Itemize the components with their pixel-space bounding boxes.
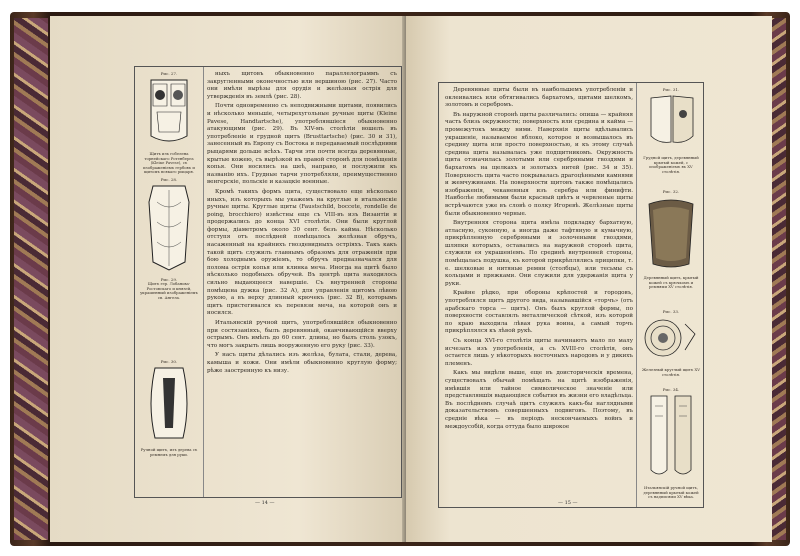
marbled-edge-right (770, 18, 786, 540)
figure-caption: Грудной щитъ, деревянный крытый кожей, с изображеніемъ въ XV столѣтія. (643, 155, 699, 174)
paragraph: Итальянскій ручной щитъ, употреблявшійся обыкновенно при состязаніяхъ, былъ деревянный, оканчивающійся вверху острымъ. Онъ имѣлъ до 60 сент. длины, но былъ столь узокъ, что могъ закрыть лишь вооруженную его руку (рис. 33). (207, 320, 397, 349)
figure-label: Рис. 29. (160, 277, 178, 282)
paragraph: ныхъ щитовъ обыкновенно параллелограммъ съ закругленными оконечностью или вершиною (рис. 27). Часто они имѣли вырѣзы для орудія и желѣзныя острія для утвержденія въ землѣ (рис. 28). (207, 71, 397, 100)
right-page-frame (438, 82, 704, 508)
figure-32 (641, 189, 701, 290)
figure-label: Рис. 32. (662, 189, 680, 194)
shield-illustration (139, 76, 199, 148)
right-figure-column (636, 83, 703, 507)
left-page-frame (134, 66, 402, 498)
paragraph: Деревянные щиты были въ наибольшемъ употребленіи и оклеивались или обтягивались бархатомъ, щитами шелкомъ, золотомъ и серебромъ. (445, 87, 633, 109)
shield-illustration (641, 194, 701, 272)
shield-illustration (641, 392, 701, 482)
figure-28 (139, 177, 199, 276)
figure-34 (641, 387, 701, 500)
right-text-column (445, 87, 633, 433)
figure-label: Рис. 30. (160, 359, 178, 364)
page-number: — 14 — (255, 500, 275, 506)
paragraph: У насъ щиты дѣлались изъ желѣза, булата, стали, дерева, камыша и кожи. Они имѣли обыкновенно круглую форму; рѣже заостренную къ низу. (207, 352, 397, 374)
marbled-endpaper-left (14, 18, 48, 540)
figure-label: Рис. 28. (160, 177, 178, 182)
page-number: — 15 — (558, 500, 578, 506)
figure-33 (641, 309, 701, 377)
figure-label: Рис. 31. (662, 87, 680, 92)
left-page (50, 16, 406, 542)
paragraph: Внутренняя сторона щита имѣла подкладку бархатную, атласную, суконную, а иногда даже тафтяную и кумачную, прикрѣпленную серебряными и золочеными гвоздями, шляпки которыхъ, оставались на наружной сторонѣ щита, служили ея украшеніемъ. По срединѣ внутренней стороны, помѣщалась подушка, къ которой прикрѣплялись приципки, т. е. шелковые и нитяные ремни (столбцы), или тесьмы съ кольцами и пряжками. Они служили для удержанія щита у руки. (445, 220, 633, 287)
figure-31 (641, 87, 701, 174)
figure-caption: Деревянный щитъ, крытый кожей съ крючкомъ и ремнями XV столѣтія. (643, 275, 699, 290)
figure-label: Рис. 34. (662, 387, 680, 392)
figure-caption: Железный круглый щитъ XV столѣтія. (642, 367, 700, 377)
paragraph: Съ конца XVI-го столѣтія щиты начинаютъ мало по малу исчезать изъ употребленія, а съ XVIII-го столѣтія, онъ остается лишь у нѣкоторыхъ восточныхъ народовъ и у дикихъ племенъ. (445, 338, 633, 367)
figure-label: Рис. 27. (160, 71, 178, 76)
paragraph: Въ наружной сторонѣ щиты различались: опиша — крайняя часть близь окружности; поверхность или средина и кайма — промежутокъ между ними. Наверхнія щиты вдѣлывались украшеніе, называемое яблоко, которое и возвышалось въ средину щита или просто поверхностью, и къ этому случаѣ средина щита называлась уже подщитникомъ. Окружность щита отзначилась золотыми или серебряными гвоздями и бархатомъ на щелкахъ и золотыхъ нитей (рис. 34 и 35). Поверхность щита часто покрывалась драгоцѣнными камнями и жемчужинами. На поверхности щитовъ также помѣщались изображенія, чеканенныя изъ серебра или финифти. Наиболѣе любимыми были красный цвѣтъ и червленые щиты встрѣчаются уже въ словѣ о полку Игоревѣ. Желѣзные щиты были обыкновенно черные. (445, 111, 633, 217)
shield-illustration (139, 182, 199, 272)
paragraph: Почти одновременно съ неподвижными щитами, появились и нѣсколько меньшіе, четырехугольные ручные щиты (Kleine Pavese, Handtartsche), употреблявшіеся обыкновенно атакующими (рис. 29). Въ XIV-мъ столѣтіи вошелъ въ употребленіе и грудной щитъ (Brusttartsche) (рис. 30 и 31), занесенный въ Европу съ Востока и передаваемый послѣдними рыцарями дольше всѣхъ. Тарчи эти почти всегда деревянные, крытые кожею, съ вырѣзкой въ правой сторонѣ для помѣщенія копья. Они носились на шеѣ, направо, и послужили къ названію ихъ. Грудные тарчи употребляли, преимущественно венгерскіе, польскіе и казацкіе военные. (207, 103, 397, 186)
paragraph: Кромѣ такихъ формъ щита, существовало еще нѣсколько иныхъ, изъ которыхъ мы укажемъ на круглые и итальянскіе ручные щиты. Круглые щиты (Faustschild, boccete, rondelle de poing, brocchiero) извѣстны еще съ VIII-въ изъ Византіи и продержались до конца XVI столѣтія. Они были круглой формы, діаметромъ около 30 сент. безъ кайма. Нѣсколько отступя отъ послѣдней помѣщалось желѣзная обручъ, насаженный на крайнихъ гвоздевидныхъ остріяхъ. Такъ какъ такой щитъ служилъ главнымъ образомъ для отраженія при бою холоднымъ оружіемъ, то обручъ предназначался для полома острія копья или клинка меча. Иногда на щитѣ было нѣсколько подобныхъ обручей. Въ центрѣ щита находилось сильно выдающееся навершіе. Съ внутренней стороны помѣщена дужка (рис. 32 А), для управленія щитомъ лѣвою рукою, а въ верху длинный крючекъ (рис. 32 В), которымъ щитъ пристегивался къ перевязи меча, на которой онъ и носился. (207, 188, 397, 317)
right-page (406, 16, 772, 542)
figure-caption: Щитъ гер. Лобанова-Ростовскаго и князей, украшенный изображеніемъ св. Ангела. (140, 281, 198, 300)
open-book (10, 12, 790, 546)
shield-illustration (641, 92, 701, 152)
left-text-column (207, 71, 397, 377)
figure-30 (139, 359, 199, 457)
shield-illustration (641, 314, 701, 364)
figure-29 (139, 277, 199, 300)
figure-label: Рис. 33. (662, 309, 680, 314)
shield-illustration (139, 364, 199, 444)
paragraph: Какъ мы видѣли выше, еще въ доисторическія времена, существовалъ обычай помѣщать на щитѣ изображенія, имѣвшія или тайное символическое значеніе или представлявшія выдающіяся события въ жизни его владѣльца. Въ послѣднемъ случаѣ щитъ служилъ какъ-бы наглядными доказательствомъ совершенныхъ подвиговъ. Поэтому, въ средніе вѣка — въ періодъ нескончаемыхъ войнъ и междоусобій, когда оттуда было широкое (445, 370, 633, 430)
figure-caption: Щитъ изъ гобелена торнейскаго Ротенберга (Kleine Pavese), съ изображеніемъ гербовъ и щитомъ всякаго рыцаря. (143, 151, 195, 175)
figure-caption: Ручной щитъ, изъ дерева съ ремнемъ для руки. (140, 447, 198, 457)
figure-caption: Итальянскій ручной щитъ, деревянный крытый кожей съ надписями XV вѣка. (643, 485, 699, 500)
figure-27 (139, 71, 199, 175)
left-figure-column (135, 67, 204, 497)
paragraph: Крайне рѣдко, при обороны крѣпостей и городовъ, употреблялся щитъ другого вида, называвшійся «торчъ» (отъ арабскаго торса — щитъ). Онъ былъ круглой формы, по поверхности составлялъ металлической сѣткой, изъ которой по краю выходила лѣвая рука воина, а самый торчъ прикрѣплялся къ лѣвой рукѣ. (445, 290, 633, 335)
